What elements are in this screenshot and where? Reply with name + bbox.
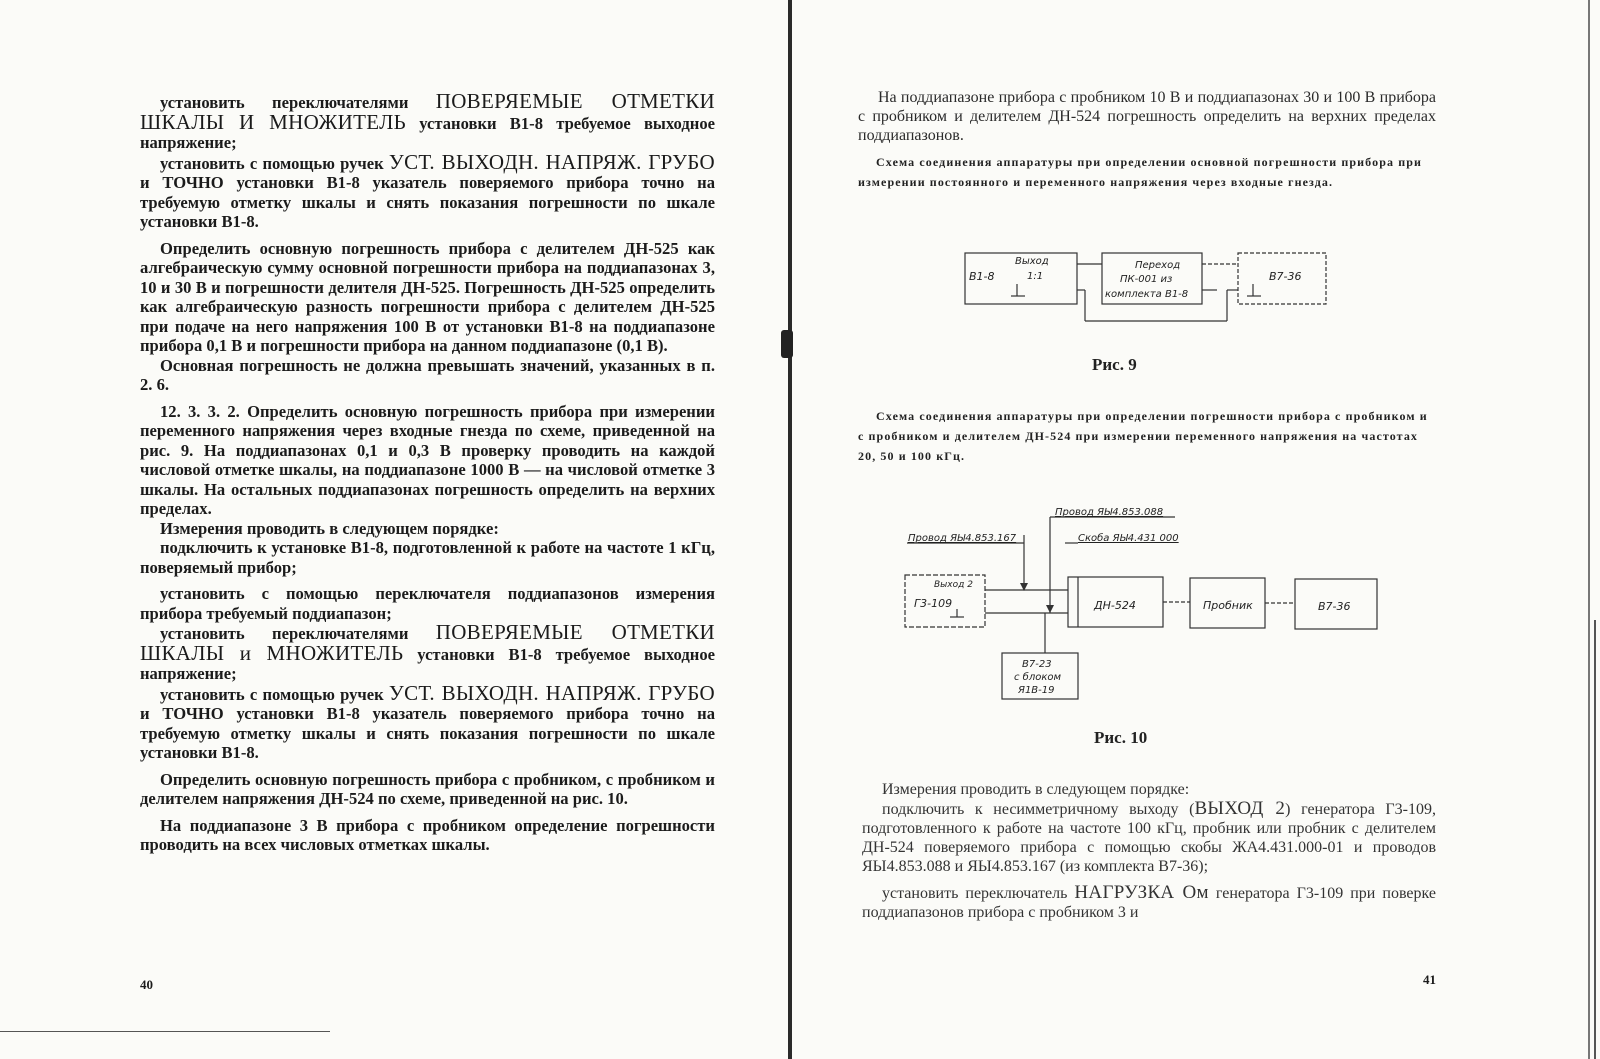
right-intro bbox=[858, 88, 1436, 145]
paragraph: Определить основную погрешность прибора с пробником, с пробником и делителем напряжения ДН-524 по схеме, приведенной на рис. 10. bbox=[140, 769, 715, 808]
label-v1-8: В1-8 bbox=[969, 270, 995, 283]
page-edge bbox=[1588, 0, 1590, 1059]
label-probe: Пробник bbox=[1203, 599, 1253, 612]
figure-10-label: Рис. 10 bbox=[1094, 728, 1148, 747]
text-run: установить переключателями bbox=[160, 93, 436, 112]
label-v7-36: В7-36 bbox=[1269, 270, 1302, 283]
control-name: УСТ. ВЫХОДН. НАПРЯЖ. ГРУБО bbox=[388, 149, 715, 174]
text-run: установить переключатель bbox=[882, 885, 1075, 902]
page-edge-shadow bbox=[1594, 620, 1596, 1059]
label-bracket: Скоба ЯЫ4.431 000 bbox=[1078, 533, 1179, 544]
paragraph: подключить к установке В1-8, подготовленной к работе на частоте 1 кГц, поверяемый прибор; bbox=[140, 538, 715, 577]
label-ratio: 1:1 bbox=[1027, 271, 1044, 282]
text-run: и ТОЧНО установки В1-8 указатель поверяемого прибора точно на требуемую отметку шкалы и снять показания погрешности по шкале установки В1-8. bbox=[140, 704, 715, 762]
label-with-block: с блоком bbox=[1014, 672, 1062, 683]
text-run: установить переключателями bbox=[160, 624, 436, 643]
paragraph bbox=[862, 883, 1436, 922]
figure-9-diagram bbox=[955, 244, 1345, 330]
paragraph bbox=[140, 620, 715, 684]
paragraph bbox=[140, 680, 715, 763]
label-perehod: Переход bbox=[1135, 260, 1181, 271]
text-run: генератора Г3-109 при поверке поддиапазонов прибора с пробником 3 и bbox=[862, 885, 1436, 921]
figure-9-caption: Схема соединения аппаратуры при определении основной погрешности прибора при измерении постоянного и переменного напряжения через входные гнезда. bbox=[858, 155, 1423, 189]
page-number: 41 bbox=[1423, 972, 1436, 987]
label-v7-23: В7-23 bbox=[1022, 659, 1052, 670]
control-name: УСТ. ВЫХОДН. НАПРЯЖ. ГРУБО bbox=[388, 680, 715, 705]
label-perehod-model: ПК-001 из bbox=[1120, 274, 1173, 285]
paragraph: установить с помощью переключателя поддиапазонов измерения прибора требуемый поддиапазон; bbox=[140, 584, 715, 623]
label-dn-524: ДН-524 bbox=[1094, 599, 1136, 612]
text-run: установки В1-8 требуемое выходное напряжение; bbox=[140, 644, 715, 683]
label-block-model: Я1В-19 bbox=[1018, 685, 1055, 696]
left-text-column bbox=[140, 89, 715, 855]
figure-9-label: Рис. 9 bbox=[1092, 355, 1137, 374]
control-name: ВЫХОД 2 bbox=[1194, 798, 1286, 819]
text-run: подключить к несимметричному выходу ( bbox=[882, 801, 1195, 818]
page-gutter bbox=[788, 0, 792, 1059]
paragraph: Определить основную погрешность прибора с делителем ДН-525 как алгебраическую сумму основной погрешности прибора на поддиапазонах 3, 10 и 30 В и погрешности делителя ДН-525. Погрешность ДН-525 определить как алгебраическую разность погрешности прибора с делителем ДН-525 при подаче на него напряжения 100 В от установки В1-8 на поддиапазоне прибора 0,1 В и погрешности прибора на данном поддиапазоне (0,1 В). bbox=[140, 238, 715, 355]
paragraph: Измерения проводить в следующем порядке: bbox=[160, 518, 499, 538]
paragraph: На поддиапазоне 3 В прибора с пробником определение погрешности проводить на всех числовых отметках шкалы. bbox=[140, 815, 715, 854]
label-v7-36-b: В7-36 bbox=[1318, 600, 1351, 613]
control-name: НАГРУЗКА Ом bbox=[1074, 882, 1209, 903]
text-run: и ТОЧНО установки В1-8 указатель поверяемого прибора точно на требуемую отметку шкалы и снять показания погрешности по шкале установки В1-8. bbox=[140, 173, 715, 231]
label-wire-088: Провод ЯЫ4.853.088 bbox=[1055, 507, 1164, 518]
right-text-column bbox=[862, 780, 1436, 922]
label-wire-167: Провод ЯЫ4.853.167 bbox=[908, 533, 1017, 544]
control-name: ПОВЕРЯЕМЫЕ ОТМЕТКИ ШКАЛЫ и МНОЖИТЕЛЬ bbox=[140, 620, 715, 665]
text-run: ) генератора Г3-109, подготовленного к работе на частоте 100 кГц, пробник или пробник с делителем ДН-524 поверяемого прибора с помощью скобы ЖА4.431.000-01 и проводов ЯЫ4.853.088 и ЯЫ4.853.167 (из комплекта В7-36); bbox=[862, 801, 1436, 875]
paragraph bbox=[140, 149, 715, 232]
figure-10-caption: Схема соединения аппаратуры при определении погрешности прибора с пробником и с пробником и делителем ДН-524 при измерении переменного напряжения на частотах 20, 50 и 100 кГц. bbox=[858, 409, 1428, 463]
label-perehod-set: комплекта В1-8 bbox=[1105, 289, 1189, 300]
page-number: 40 bbox=[140, 977, 153, 992]
text-run: установить с помощью ручек bbox=[160, 684, 389, 704]
text-run: установить с помощью ручек bbox=[160, 153, 389, 173]
label-g3-109: Г3-109 bbox=[914, 597, 953, 610]
label-gen-output: Выход 2 bbox=[934, 580, 973, 590]
scan-artifact bbox=[0, 1031, 330, 1032]
paragraph bbox=[862, 799, 1436, 876]
paragraph: 12. 3. 3. 2. Определить основную погрешность прибора при измерении переменного напряжения через входные гнезда по схеме, приведенной на рис. 9. На поддиапазонах 0,1 и 0,3 В проверку проводить на каждой числовой отметке шкалы, на поддиапазоне 1000 В — на числовой отметке 3 шкалы. На остальных поддиапазонах погрешность определить на верхних пределах. bbox=[140, 401, 715, 518]
figure-10-diagram bbox=[900, 505, 1390, 705]
paragraph: На поддиапазоне прибора с пробником 10 В и поддиапазонах 30 и 100 В прибора с пробником и делителем ДН-524 погрешность определить на верхних пределах поддиапазонов. bbox=[858, 89, 1436, 144]
control-name: ПОВЕРЯЕМЫЕ ОТМЕТКИ ШКАЛЫ И МНОЖИТЕЛЬ bbox=[140, 89, 715, 134]
label-v1-8-output: Выход bbox=[1015, 256, 1049, 267]
text-run: установки В1-8 требуемое выходное напряжение; bbox=[140, 113, 715, 152]
paragraph bbox=[140, 89, 715, 153]
paragraph: Основная погрешность не должна превышать значений, указанных в п. 2. 6. bbox=[140, 355, 715, 394]
paragraph: Измерения проводить в следующем порядке: bbox=[882, 781, 1190, 798]
binding-mark bbox=[781, 330, 793, 358]
